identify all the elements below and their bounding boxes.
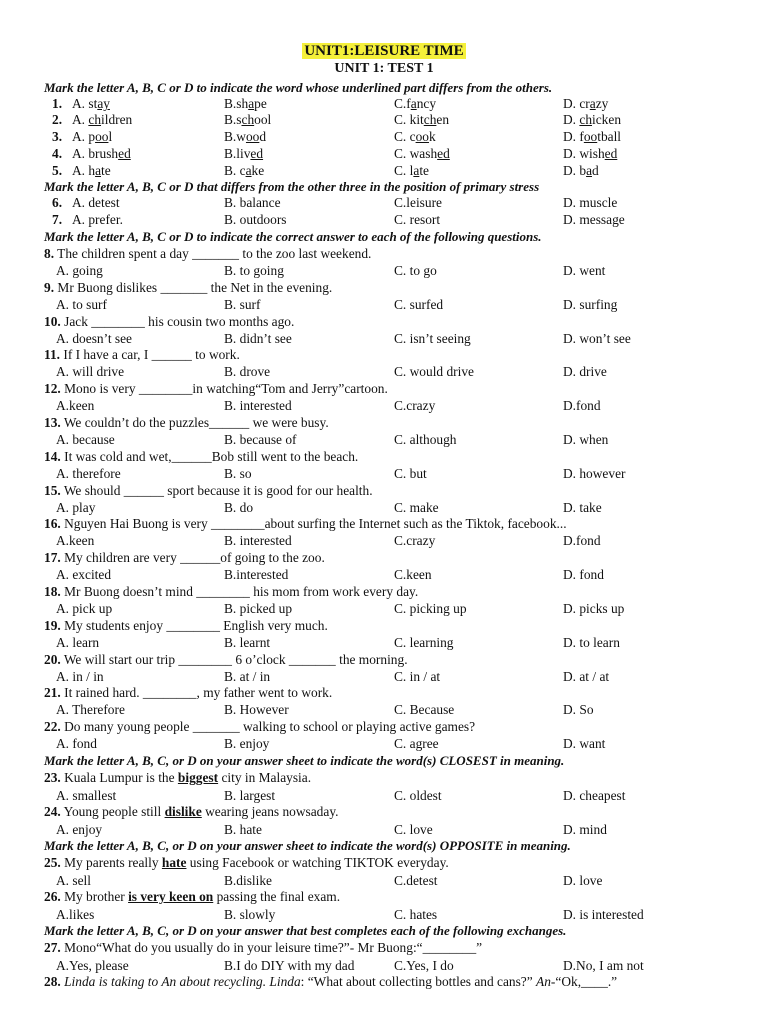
- answer-option-a[interactable]: A. to surf: [56, 297, 107, 312]
- question-number: 17.: [44, 550, 61, 565]
- answer-option-d[interactable]: D. picks up: [563, 601, 625, 616]
- answer-option-b[interactable]: B. drove: [224, 364, 271, 379]
- answer-option-c[interactable]: C. late: [394, 163, 429, 178]
- question-text: It was cold and wet,______Bob still went to the beach.: [64, 449, 359, 464]
- question-text: : “What about collecting bottles and cans?”: [300, 974, 533, 989]
- question-number: 10.: [44, 314, 61, 329]
- question-stem: [44, 483, 373, 499]
- answer-option-c[interactable]: C. love: [394, 822, 433, 837]
- answer-option-a[interactable]: A. because: [56, 432, 115, 447]
- section-instruction: Mark the letter A, B, C, or D on your answer sheet to indicate the word(s) CLOSEST in meaning.: [44, 753, 565, 768]
- question-text: It rained hard. ________, my father went to work.: [64, 685, 333, 700]
- question-stem: [44, 685, 332, 701]
- section-instruction: Mark the letter A, B, C or D to indicate the correct answer to each of the following questions.: [44, 229, 542, 244]
- answer-option-a[interactable]: A. stay: [72, 96, 110, 111]
- question-number: 18.: [44, 584, 61, 599]
- answer-option-a[interactable]: A. in / in: [56, 669, 104, 684]
- answer-option-b[interactable]: B.shape: [224, 96, 267, 111]
- answer-option-b[interactable]: B.wood: [224, 129, 267, 144]
- answer-option-c[interactable]: C.detest: [394, 873, 438, 888]
- answer-option-a[interactable]: A. smallest: [56, 788, 117, 803]
- answer-option-b[interactable]: B. balance: [224, 195, 281, 210]
- question-number: 6.: [52, 195, 63, 210]
- question-number: 8.: [44, 246, 55, 261]
- question-text: passing the final exam.: [213, 889, 341, 904]
- question-number: 25.: [44, 855, 61, 870]
- answer-option-c[interactable]: C.leisure: [394, 195, 442, 210]
- question-text: Nguyen Hai Buong is very ________about surfing the Internet such as the Tiktok, facebook...: [64, 516, 567, 531]
- answer-option-a[interactable]: A.likes: [56, 907, 95, 922]
- key-phrase: dislike: [164, 804, 202, 819]
- answer-option-d[interactable]: D. when: [563, 432, 609, 447]
- answer-option-b[interactable]: B. because of: [224, 432, 297, 447]
- answer-option-d[interactable]: D. love: [563, 873, 603, 888]
- key-phrase: is very keen on: [128, 889, 214, 904]
- answer-option-a[interactable]: A. detest: [72, 195, 120, 210]
- question-number: 5.: [52, 163, 63, 178]
- question-number: 19.: [44, 618, 61, 633]
- question-text: wearing jeans nowsaday.: [201, 804, 339, 819]
- question-number: 2.: [52, 112, 63, 127]
- question-number: 27.: [44, 940, 61, 955]
- section-instruction: Mark the letter A, B, C, or D on your answer sheet to indicate the word(s) OPPOSITE in meaning.: [44, 838, 571, 853]
- answer-option-d[interactable]: D. surfing: [563, 297, 618, 312]
- answer-option-a[interactable]: A.keen: [56, 398, 95, 413]
- question-number: 11.: [44, 347, 60, 362]
- answer-option-c[interactable]: C. kitchen: [394, 112, 450, 127]
- section-instruction: Mark the letter A, B, C or D that differs from the other three in the position of primary stress: [44, 179, 540, 194]
- answer-option-c[interactable]: C. in / at: [394, 669, 441, 684]
- answer-option-b[interactable]: B. picked up: [224, 601, 293, 616]
- answer-option-b[interactable]: B. interested: [224, 533, 292, 548]
- answer-option-d[interactable]: D. went: [563, 263, 606, 278]
- answer-option-b[interactable]: B.school: [224, 112, 272, 127]
- question-number: 21.: [44, 685, 61, 700]
- question-number: 3.: [52, 129, 63, 144]
- key-phrase: hate: [161, 855, 187, 870]
- question-number: 4.: [52, 146, 63, 161]
- question-text: Mr Buong dislikes _______ the Net in the evening.: [57, 280, 333, 295]
- page-title: UNIT1:LEISURE TIME: [304, 43, 464, 59]
- question-text: Mr Buong doesn’t mind ________ his mom from work every day.: [64, 584, 419, 599]
- answer-option-a[interactable]: A. learn: [56, 635, 100, 650]
- answer-option-a[interactable]: A. excited: [56, 567, 112, 582]
- section-instruction: Mark the letter A, B, C or D to indicate the word whose underlined part differs from the others.: [44, 80, 553, 95]
- page-subtitle: UNIT 1: TEST 1: [334, 61, 434, 76]
- question-text: using Facebook or watching TIKTOK everyday.: [186, 855, 449, 870]
- answer-option-c[interactable]: C. learning: [394, 635, 454, 650]
- answer-option-b[interactable]: B. enjoy: [224, 736, 270, 751]
- answer-option-c[interactable]: C. isn’t seeing: [394, 331, 471, 346]
- answer-option-d[interactable]: D. won’t see: [563, 331, 631, 346]
- answer-option-d[interactable]: D. So: [563, 702, 594, 717]
- section-instruction: Mark the letter A, B, C, or D on your answer that best completes each of the following exchanges.: [44, 923, 567, 938]
- question-text: Jack ________ his cousin two months ago.: [64, 314, 295, 329]
- answer-option-b[interactable]: B. do: [224, 500, 254, 515]
- question-stem: [44, 280, 332, 296]
- question-number: 20.: [44, 652, 61, 667]
- answer-option-a[interactable]: A.keen: [56, 533, 95, 548]
- answer-option-c[interactable]: C. but: [394, 466, 427, 481]
- answer-option-b[interactable]: B. surf: [224, 297, 261, 312]
- answer-option-b[interactable]: B.lived: [224, 146, 264, 161]
- answer-option-c[interactable]: C.Yes, I do: [394, 958, 454, 973]
- answer-option-c[interactable]: C. washed: [394, 146, 450, 161]
- question-stem: [44, 770, 311, 786]
- answer-option-c[interactable]: C. to go: [394, 263, 437, 278]
- answer-option-b[interactable]: B. didn’t see: [224, 331, 292, 346]
- question-number: 28.: [44, 974, 61, 989]
- question-number: 23.: [44, 770, 61, 785]
- question-stem: [44, 449, 358, 465]
- answer-option-b[interactable]: B.interested: [224, 567, 289, 582]
- question-stem: [44, 618, 328, 634]
- question-number: 14.: [44, 449, 61, 464]
- answer-option-b[interactable]: B. However: [224, 702, 289, 717]
- question-number: 26.: [44, 889, 61, 904]
- question-stem: [44, 889, 340, 905]
- answer-option-d[interactable]: D. cheapest: [563, 788, 626, 803]
- question-number: 12.: [44, 381, 61, 396]
- question-stem: [44, 347, 240, 363]
- answer-option-b[interactable]: B. interested: [224, 398, 292, 413]
- header: [0, 0, 768, 77]
- answer-option-b[interactable]: B. learnt: [224, 635, 271, 650]
- question-stem: [44, 381, 388, 397]
- answer-option-a[interactable]: A. pool: [72, 129, 113, 144]
- question-stem: [44, 516, 567, 532]
- question-stem: [44, 415, 329, 431]
- answer-option-c[interactable]: C. Because: [394, 702, 455, 717]
- answer-option-c[interactable]: C.fancy: [394, 96, 437, 111]
- answer-option-c[interactable]: C. cook: [394, 129, 436, 144]
- answer-option-c[interactable]: C. oldest: [394, 788, 442, 803]
- answer-option-a[interactable]: A. prefer.: [72, 212, 123, 227]
- question-stem: [44, 652, 408, 668]
- answer-option-a[interactable]: A.Yes, please: [56, 958, 129, 973]
- answer-option-b[interactable]: B. largest: [224, 788, 276, 803]
- answer-option-d[interactable]: D. bad: [563, 163, 599, 178]
- answer-option-d[interactable]: D. however: [563, 466, 626, 481]
- answer-option-c[interactable]: C. make: [394, 500, 439, 515]
- question-stem: [44, 314, 294, 330]
- answer-option-d[interactable]: D. want: [563, 736, 606, 751]
- question-stem: [44, 855, 449, 871]
- question-text: My students enjoy ________ English very much.: [64, 618, 328, 633]
- question-number: 15.: [44, 483, 61, 498]
- answer-option-b[interactable]: B. at / in: [224, 669, 271, 684]
- answer-option-d[interactable]: D. message: [563, 212, 625, 227]
- question-number: 9.: [44, 280, 55, 295]
- answer-option-d[interactable]: D. football: [563, 129, 622, 144]
- question-text: Mono is very ________in watching“Tom and Jerry”cartoon.: [64, 381, 388, 396]
- answer-option-c[interactable]: C. although: [394, 432, 457, 447]
- answer-option-d[interactable]: D. at / at: [563, 669, 610, 684]
- answer-option-a[interactable]: A. brushed: [72, 146, 131, 161]
- question-text: -“Ok,____.”: [550, 974, 618, 989]
- question-number: 7.: [52, 212, 63, 227]
- answer-option-d[interactable]: D. drive: [563, 364, 607, 379]
- answer-option-c[interactable]: C. agree: [394, 736, 439, 751]
- answer-option-b[interactable]: B.I do DIY with my dad: [224, 958, 355, 973]
- question-number: 24.: [44, 804, 61, 819]
- question-text: My children are very ______of going to the zoo.: [64, 550, 325, 565]
- question-stem: [44, 246, 371, 262]
- answer-option-d[interactable]: D. chicken: [563, 112, 622, 127]
- question-stem: [44, 584, 418, 600]
- question-text: Young people still: [63, 804, 165, 819]
- answer-option-a[interactable]: A. sell: [56, 873, 91, 888]
- answer-option-b[interactable]: B. hate: [224, 822, 262, 837]
- answer-option-c[interactable]: C. picking up: [394, 601, 467, 616]
- answer-option-b[interactable]: B. outdoors: [224, 212, 287, 227]
- answer-option-b[interactable]: B. slowly: [224, 907, 276, 922]
- question-text: We couldn’t do the puzzles______ we were busy.: [63, 415, 329, 430]
- question-number: 22.: [44, 719, 61, 734]
- question-stem: [44, 940, 482, 956]
- answer-option-a[interactable]: A. pick up: [56, 601, 113, 616]
- speaker-name: An: [536, 974, 551, 989]
- question-text: We should ______ sport because it is good for our health.: [63, 483, 373, 498]
- question-text: If I have a car, I ______ to work.: [63, 347, 240, 362]
- answer-option-d[interactable]: D. to learn: [563, 635, 620, 650]
- answer-option-c[interactable]: C. resort: [394, 212, 441, 227]
- answer-option-a[interactable]: A. Therefore: [56, 702, 125, 717]
- question-context: Linda is taking to An about recycling. Linda: [64, 974, 301, 989]
- answer-option-d[interactable]: D. take: [563, 500, 602, 515]
- answer-option-a[interactable]: A. play: [56, 500, 96, 515]
- answer-option-b[interactable]: B. so: [224, 466, 252, 481]
- question-text: Do many young people _______ walking to school or playing active games?: [64, 719, 476, 734]
- key-phrase: biggest: [177, 770, 219, 785]
- answer-option-a[interactable]: A. fond: [56, 736, 97, 751]
- question-number: 1.: [52, 96, 63, 111]
- answer-option-a[interactable]: A. going: [56, 263, 103, 278]
- question-number: 13.: [44, 415, 61, 430]
- question-text: Kuala Lumpur is the: [64, 770, 178, 785]
- answer-option-c[interactable]: C.crazy: [394, 533, 436, 548]
- question-stem: [44, 974, 617, 990]
- answer-option-a[interactable]: A. therefore: [56, 466, 121, 481]
- answer-option-a[interactable]: A. children: [72, 112, 133, 127]
- answer-option-d[interactable]: D. muscle: [563, 195, 618, 210]
- answer-option-c[interactable]: C. surfed: [394, 297, 444, 312]
- answer-option-a[interactable]: A. will drive: [56, 364, 125, 379]
- answer-option-a[interactable]: A. hate: [72, 163, 111, 178]
- answer-option-d[interactable]: D.fond: [563, 398, 601, 413]
- question-text: The children spent a day _______ to the zoo last weekend.: [57, 246, 372, 261]
- answer-option-b[interactable]: B. cake: [224, 163, 265, 178]
- answer-option-c[interactable]: C. hates: [394, 907, 438, 922]
- question-stem: [44, 550, 325, 566]
- answer-option-d[interactable]: D. wished: [563, 146, 618, 161]
- answer-option-d[interactable]: D. is interested: [563, 907, 644, 922]
- answer-option-b[interactable]: B.dislike: [224, 873, 272, 888]
- answer-option-c[interactable]: C. would drive: [394, 364, 474, 379]
- answer-option-c[interactable]: C.crazy: [394, 398, 436, 413]
- answer-option-a[interactable]: A. doesn’t see: [56, 331, 132, 346]
- answer-option-d[interactable]: D.No, I am not: [563, 958, 644, 973]
- answer-option-d[interactable]: D. fond: [563, 567, 604, 582]
- answer-option-c[interactable]: C.keen: [394, 567, 432, 582]
- answer-option-d[interactable]: D.fond: [563, 533, 601, 548]
- question-text: My parents really: [64, 855, 162, 870]
- answer-option-d[interactable]: D. mind: [563, 822, 607, 837]
- question-text: We will start our trip ________ 6 o’clock _______ the morning.: [63, 652, 408, 667]
- question-number: 16.: [44, 516, 61, 531]
- question-text: city in Malaysia.: [218, 770, 312, 785]
- question-text: My brother: [64, 889, 129, 904]
- answer-option-a[interactable]: A. enjoy: [56, 822, 103, 837]
- question-stem: [44, 804, 339, 820]
- question-stem: [44, 719, 475, 735]
- answer-option-b[interactable]: B. to going: [224, 263, 284, 278]
- answer-option-d[interactable]: D. crazy: [563, 96, 609, 111]
- question-text: Mono“What do you usually do in your leisure time?”- Mr Buong:“________”: [64, 940, 483, 955]
